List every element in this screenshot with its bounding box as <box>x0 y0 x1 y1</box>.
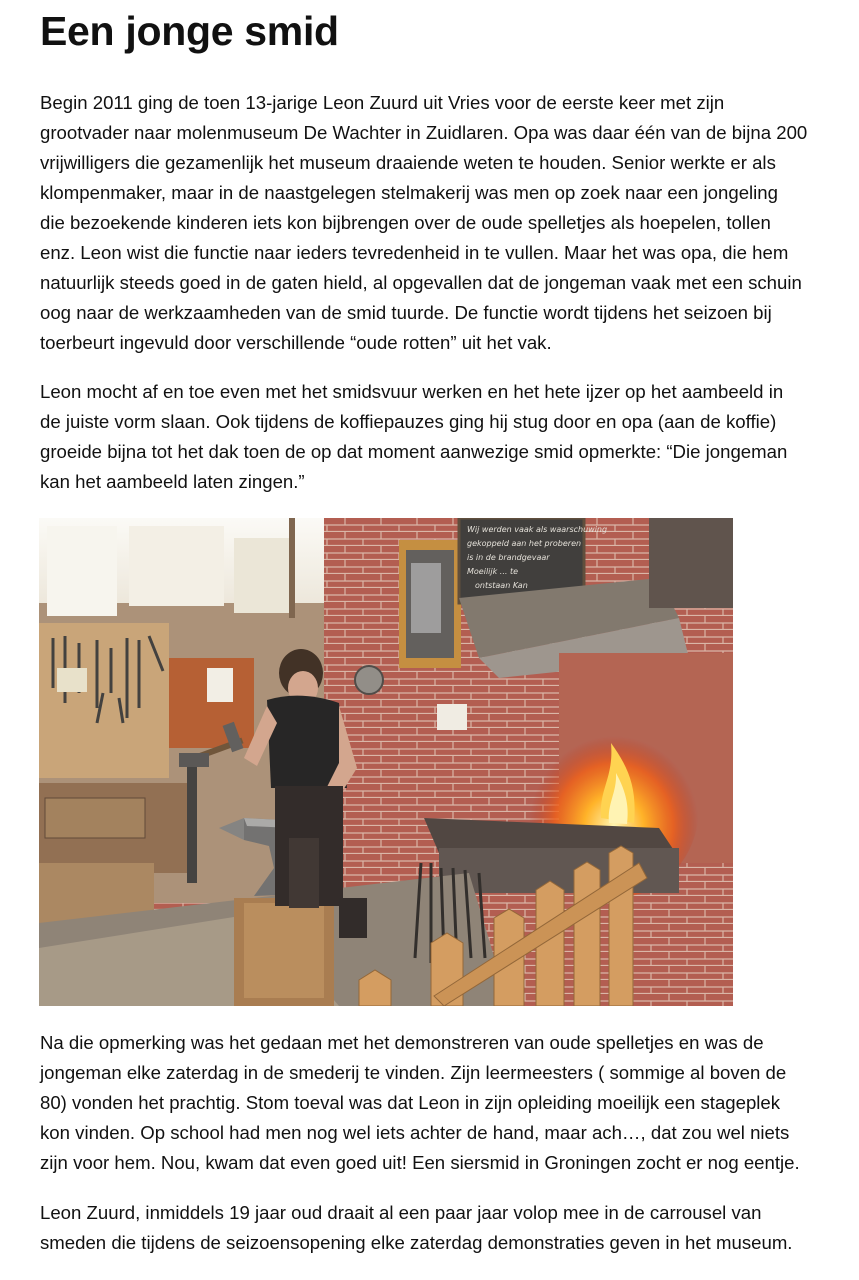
text-line: Leon mocht af en toe even met het smidsvuur werken en het hete ijzer op het aambeeld in <box>40 381 784 402</box>
blackboard-line: gekoppeld aan het proberen <box>467 539 582 548</box>
paragraph-3 <box>40 1028 848 1178</box>
text-line: toerbeurt ingevuld door verschillende “oude rotten” uit het vak. <box>40 332 552 353</box>
text-line: Leon Zuurd, inmiddels 19 jaar oud draait al een paar jaar volop mee in de carrousel van <box>40 1202 762 1223</box>
blackboard-line: ontstaan Kan <box>475 581 528 590</box>
blackboard-line: Wij werden vaak als waarschuwing <box>467 525 608 534</box>
text-line: vrijwilligers die gezamenlijk het museum draaiende weten te houden. Senior werkte er als <box>40 152 776 173</box>
text-line: jongeman elke zaterdag in de smederij te vinden. Zijn leermeesters ( sommige al boven de <box>40 1062 787 1083</box>
paragraph-2 <box>40 377 848 497</box>
text-line: 80) vonden het prachtig. Stom toeval was dat Leon in zijn opleiding moeilijk een stageplek <box>40 1092 781 1113</box>
text-line: kon vinden. Op school had men nog wel iets achter de hand, maar ach…, dat zou wel niets <box>40 1122 790 1143</box>
paragraph-1 <box>40 88 848 358</box>
text-line: enz. Leon wist die functie naar ieders tevredenheid in te vullen. Maar het was opa, die hem <box>40 242 789 263</box>
paragraph-4 <box>40 1198 848 1258</box>
text-line: Begin 2011 ging de toen 13-jarige Leon Zuurd uit Vries voor de eerste keer met zijn <box>40 92 725 113</box>
page-title: Een jonge smid <box>40 8 339 54</box>
text-line: zijn voor hem. Nou, kwam dat even goed uit! Een siersmid in Groningen zocht er nog eentje. <box>40 1152 800 1173</box>
blackboard-line: is in de brandgevaar <box>467 553 550 562</box>
text-line: grootvader naar molenmuseum De Wachter in Zuidlaren. Opa was daar één van de bijna 200 <box>40 122 808 143</box>
text-line: natuurlijk steeds goed in de gaten hield, al opgevallen dat de jongeman vaak met een schuin <box>40 272 802 293</box>
text-line: oog naar de werkzaamheden van de smid tuurde. De functie wordt tijdens het seizoen bij <box>40 302 772 323</box>
text-line: klompenmaker, maar in de naastgelegen stelmakerij was men op zoek naar een jongeling <box>40 182 778 203</box>
text-line: kan het aambeeld laten zingen.” <box>40 471 305 492</box>
blacksmith-photo <box>39 518 733 1006</box>
text-line: die bezoekende kinderen iets kon bijbrengen over de oude spelletjes als hoepelen, tollen <box>40 212 771 233</box>
text-line: de juiste vorm slaan. Ook tijdens de koffiepauzes ging hij stug door en opa (aan de koffie) <box>40 411 777 432</box>
text-line: Na die opmerking was het gedaan met het demonstreren van oude spelletjes en was de <box>40 1032 764 1053</box>
text-line: smeden die tijdens de seizoensopening elke zaterdag demonstraties geven in het museum. <box>40 1232 793 1253</box>
blackboard-line: Moeilijk ... te <box>467 567 519 576</box>
text-line: groeide bijna tot het dak toen de op dat moment aanwezige smid opmerkte: “Die jongeman <box>40 441 788 462</box>
